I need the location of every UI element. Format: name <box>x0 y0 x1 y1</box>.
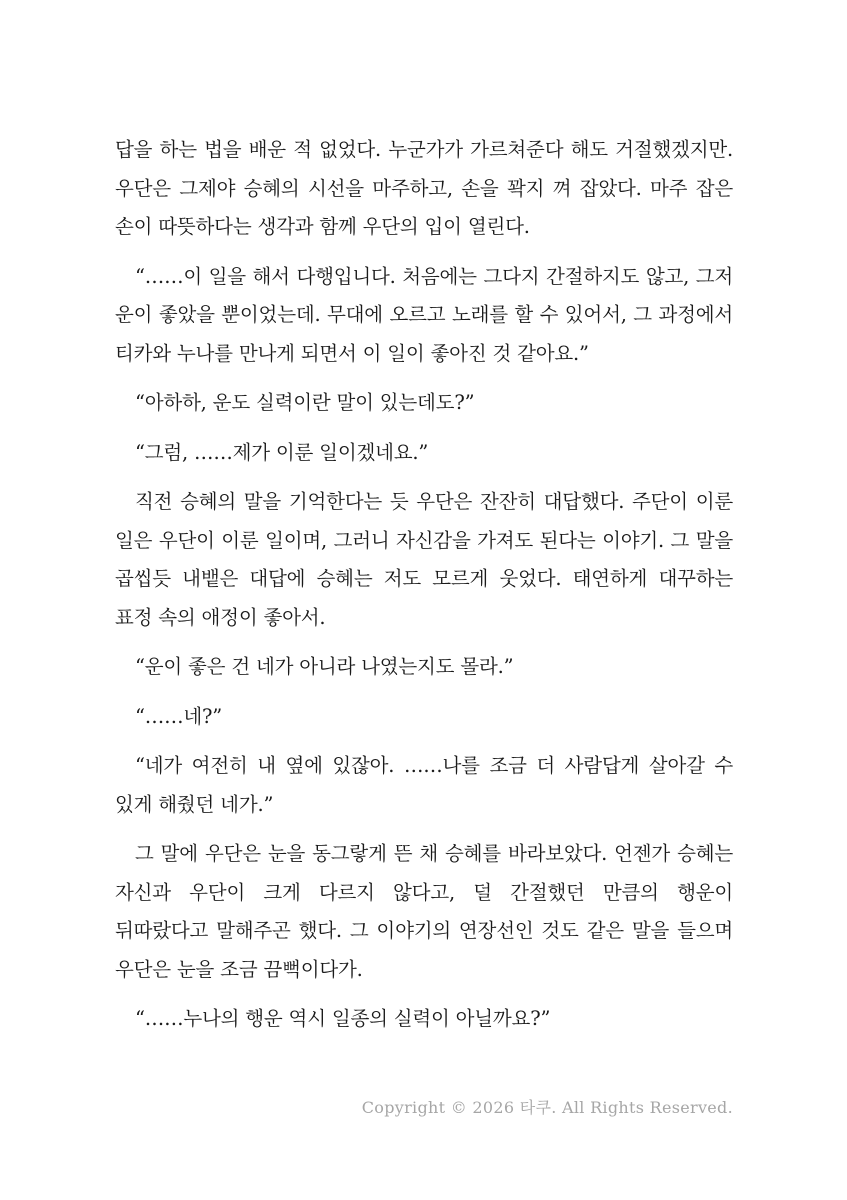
paragraph-1: 답을 하는 법을 배운 적 없었다. 누군가가 가르쳐준다 해도 거절했겠지만. 우단은 그제야 승혜의 시선을 마주하고, 손을 꽉지 껴 잡았다. 마주 잡은 손이 따뜻하다는 생각과 함께 우단의 입이 열린다. <box>115 138 733 238</box>
paragraph-2: “……이 일을 해서 다행입니다. 처음에는 그다지 간절하지도 않고, 그저 운이 좋았을 뿐이었는데. 무대에 오르고 노래를 할 수 있어서, 그 과정에서 티카와 누나를 만나게 되면서 이 일이 좋아진 것 같아요.” <box>115 264 733 365</box>
paragraph-8: “네가 여전히 내 옆에 있잖아. ……나를 조금 더 사람답게 살아갈 수 있게 해줬던 네가.” <box>115 754 733 816</box>
paragraph-4: “그럼, ……제가 이룬 일이겠네요.” <box>135 440 429 464</box>
paragraph-7: “……네?” <box>135 704 223 728</box>
paragraph-9: 그 말에 우단은 눈을 동그랗게 뜬 채 승혜를 바라보았다. 언젠가 승혜는 자신과 우단이 크게 다르지 않다고, 덜 간절했던 만큼의 행운이 뒤따랐다고 말해주곤 했다. 그 이야기의 연장선인 것도 같은 말을 들으며 우단은 눈을 조금 끔뻑이다가. <box>115 842 733 981</box>
paragraph-5: 직전 승혜의 말을 기억한다는 듯 우단은 잔잔히 대답했다. 주단이 이룬 일은 우단이 이룬 일이며, 그러니 자신감을 가져도 된다는 이야기. 그 말을 곱씹듯 내뱉은 대답에 승혜는 저도 모르게 웃었다. 태연하게 대꾸하는 표정 속의 애정이 좋아서. <box>115 490 733 629</box>
paragraph-3: “아하하, 운도 실력이란 말이 있는데도?” <box>135 391 475 414</box>
document-body <box>115 131 733 1039</box>
paragraph-6: “운이 좋은 건 네가 아니라 나였는지도 몰라.” <box>135 655 514 678</box>
paragraph-10: “……누나의 행운 역시 일종의 실력이 아닐까요?” <box>135 1007 551 1030</box>
copyright-notice: Copyright © 2026 타쿠. All Rights Reserved. <box>361 1098 733 1117</box>
